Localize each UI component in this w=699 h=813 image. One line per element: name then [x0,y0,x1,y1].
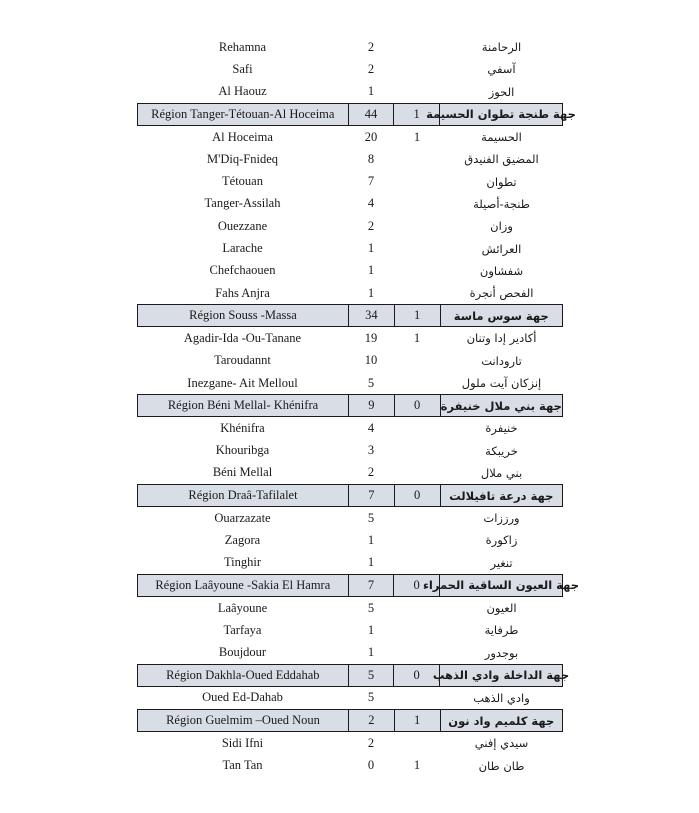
region-header-row [137,394,563,417]
arabic-name-cell: ورززات [483,511,520,526]
arabic-name-cell: طان طان [478,758,525,773]
name-cell: Sidi Ifni [221,735,264,750]
flag-cell [394,237,440,259]
flag-cell: 0 [394,395,440,416]
flag-cell [394,687,440,709]
count-cell: 2 [367,735,375,750]
flag-cell [394,36,440,58]
arabic-name-cell: المضيق الفنيدق [464,152,539,167]
flag-cell: 0 [393,665,439,686]
name-cell: Al Haouz [218,84,267,99]
flag-cell: 1 [413,330,421,345]
count-cell: 2 [367,465,375,480]
name-cell: Région Souss -Massa [189,308,297,323]
count-cell: 44 [348,104,394,125]
arabic-name-cell: جهة طنجة تطوان الحسيمة [439,104,562,125]
name-cell: Inezgane- Ait Melloul [187,375,298,390]
arabic-name-cell: جهة سوس ماسة [440,305,562,326]
name-cell: Tinghir [223,555,262,570]
region-header-row [137,709,563,732]
table-row [137,327,563,349]
table-row [137,439,563,461]
name-cell: Tétouan [222,174,263,189]
name-cell: Zagora [224,532,261,547]
count-cell: 1 [367,622,375,637]
count-cell: 4 [367,196,375,211]
flag-cell [394,148,440,170]
name-cell: Tanger-Assilah [204,196,281,211]
flag-cell [394,462,440,484]
arabic-name-cell: العيون [486,601,517,616]
table-row [137,126,563,148]
flag-cell [394,372,440,394]
count-cell: 5 [367,375,375,390]
count-cell: 5 [348,665,394,686]
flag-cell [394,417,440,439]
table-row [137,372,563,394]
flag-cell [394,642,440,664]
count-cell: 2 [367,39,375,54]
name-cell: Région Tanger-Tétouan-Al Hoceima [151,106,335,121]
arabic-name-cell: جهة بني ملال خنيفرة [440,395,562,416]
count-cell: 1 [367,285,375,300]
arabic-name-cell: سيدي إفني [474,736,529,751]
count-cell: 1 [367,241,375,256]
arabic-name-cell: وزان [490,219,513,234]
name-cell: Béni Mellal [212,465,273,480]
count-cell: 2 [367,61,375,76]
region-header-row [137,304,563,327]
name-cell: Khénifra [220,420,265,435]
flag-cell [394,619,440,641]
name-cell: Fahs Anjra [215,285,270,300]
table-row [137,462,563,484]
name-cell: Taroudannt [214,353,271,368]
count-cell: 5 [367,510,375,525]
count-cell: 2 [348,710,394,731]
flag-cell: 1 [394,710,440,731]
count-cell: 34 [348,305,394,326]
name-cell: Khouribga [215,443,270,458]
region-header-row [137,484,563,507]
flag-cell [394,215,440,237]
count-cell: 1 [367,84,375,99]
flag-cell: 1 [413,758,421,773]
table-row [137,732,563,754]
count-cell: 5 [367,690,375,705]
arabic-name-cell: أكادير إدا وتنان [466,331,537,346]
table-row [137,260,563,282]
flag-cell [394,732,440,754]
flag-cell [394,350,440,372]
flag-cell [394,170,440,192]
name-cell: Tarfaya [223,622,262,637]
name-cell: Larache [222,241,263,256]
regions-table [137,36,580,777]
arabic-name-cell: طرفاية [484,623,519,638]
arabic-name-cell: جهة كلميم واد نون [440,710,562,731]
name-cell: Tan Tan [222,758,263,773]
arabic-name-cell: تارودانت [481,353,522,368]
arabic-name-cell: الرحامنة [481,40,522,55]
name-cell: Rehamna [218,39,267,54]
arabic-name-cell: شفشاون [479,263,524,278]
flag-cell [394,597,440,619]
flag-cell: 1 [394,305,440,326]
count-cell: 2 [367,218,375,233]
arabic-name-cell: تنغير [490,555,513,570]
arabic-name-cell: الحوز [488,84,515,99]
count-cell: 20 [364,129,378,144]
table-row [137,687,563,709]
table-row [137,507,563,529]
flag-cell [394,282,440,304]
table-row [137,81,563,103]
table-row [137,350,563,372]
table-row [137,619,563,641]
table-row [137,552,563,574]
arabic-name-cell: جهة درعة تافيلالت [440,485,562,506]
arabic-name-cell: طنجة-أصيلة [473,196,530,211]
arabic-name-cell: بني ملال [480,465,523,480]
table-row [137,237,563,259]
flag-cell [394,58,440,80]
table-row [137,754,563,776]
flag-cell: 1 [413,129,421,144]
count-cell: 9 [348,395,394,416]
name-cell: Ouezzane [217,218,268,233]
name-cell: Al Hoceima [212,129,273,144]
arabic-name-cell: العرائش [481,241,522,256]
table-row [137,282,563,304]
arabic-name-cell: إنزكان آيت ملول [461,376,542,390]
arabic-name-cell: زاكورة [485,533,518,548]
region-header-row [137,574,580,597]
count-cell: 3 [367,443,375,458]
flag-cell [394,507,440,529]
region-header-row [137,103,576,126]
arabic-name-cell: جهة العيون الساقية الحمراء [439,575,562,596]
flag-cell: 0 [394,485,440,506]
arabic-name-cell: بوجدور [484,645,519,660]
flag-cell [394,439,440,461]
count-cell: 10 [364,353,378,368]
flag-cell: 0 [393,575,439,596]
name-cell: Boujdour [218,645,267,660]
table-row [137,642,563,664]
table-row [137,215,563,237]
region-header-row [137,664,570,687]
arabic-name-cell: وادي الذهب [473,690,530,705]
flag-cell [394,260,440,282]
table-row [137,193,563,215]
count-cell: 1 [367,645,375,660]
name-cell: Agadir-Ida -Ou-Tanane [183,330,302,345]
table-row [137,36,563,58]
name-cell: Région Béni Mellal- Khénifra [167,398,319,413]
count-cell: 7 [367,174,375,189]
name-cell: Safi [232,61,253,76]
flag-cell [394,81,440,103]
name-cell: Région Guelmim –Oued Noun [166,713,320,728]
arabic-name-cell: آسفي [487,62,516,77]
name-cell: Ouarzazate [214,510,271,525]
name-cell: Laâyoune [217,600,268,615]
flag-cell [394,552,440,574]
flag-cell [394,193,440,215]
flag-cell: 1 [393,104,439,125]
table-row [137,58,563,80]
name-cell: M'Diq-Fnideq [206,151,278,166]
count-cell: 7 [348,485,394,506]
name-cell: Chefchaouen [209,263,276,278]
name-cell: Région Laâyoune -Sakia El Hamra [155,577,331,592]
name-cell: Oued Ed-Dahab [202,690,283,705]
table-row [137,148,563,170]
count-cell: 7 [348,575,394,596]
name-cell: Région Draâ-Tafilalet [188,488,298,503]
count-cell: 0 [367,758,375,773]
count-cell: 19 [364,330,378,345]
table-row [137,417,563,439]
count-cell: 1 [367,263,375,278]
count-cell: 1 [367,555,375,570]
arabic-name-cell: الحسيمة [481,130,522,145]
count-cell: 5 [367,600,375,615]
count-cell: 8 [367,151,375,166]
table-row [137,170,563,192]
count-cell: 4 [367,420,375,435]
arabic-name-cell: تطوان [486,174,517,189]
count-cell: 1 [367,532,375,547]
table-row [137,597,563,619]
arabic-name-cell: خريبكة [485,443,518,458]
table-row [137,529,563,551]
flag-cell [394,529,440,551]
arabic-name-cell: خنيفرة [485,421,518,436]
name-cell: Région Dakhla-Oued Eddahab [166,667,320,682]
arabic-name-cell: جهة الداخلة وادي الذهب [439,665,562,686]
arabic-name-cell: الفحص أنجرة [469,286,534,301]
